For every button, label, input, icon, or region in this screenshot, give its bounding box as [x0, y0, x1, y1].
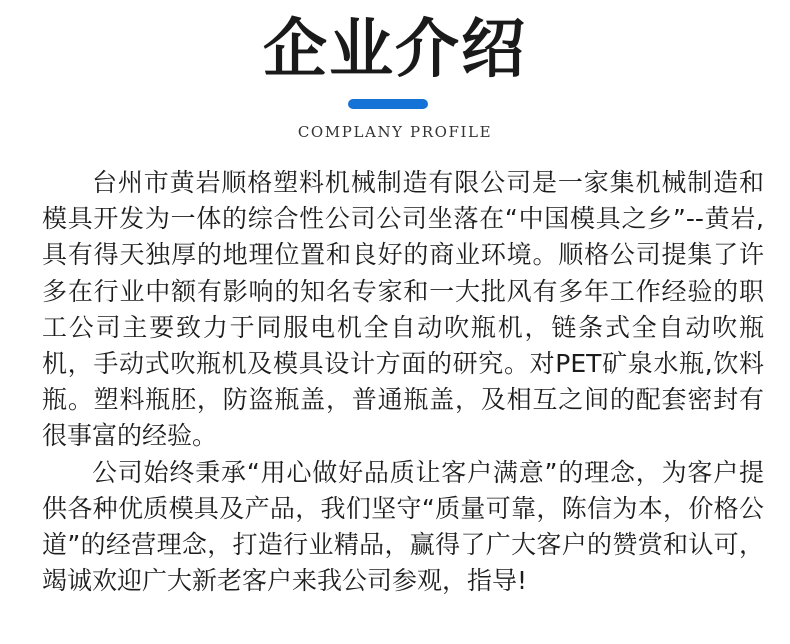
paragraph-philosophy: 公司始终秉承“用心做好品质让客户满意”的理念，为客户提供各种优质模具及产品，我们坚守“质量可靠，陈信为本，价格公道”的经营理念，打造行业精品，赢得了广大客户的赞赏和认可，竭诚欢迎广大新老客户来我公司参观，指导!: [42, 457, 764, 596]
page-subtitle: COMPLANY PROFILE: [297, 123, 493, 141]
title-underline-bar: [348, 99, 428, 109]
profile-text: [42, 165, 764, 599]
page-title: 企业介绍: [263, 12, 527, 87]
paragraph-intro: 台州市黄岩顺格塑料机械制造有限公司是一家集机械制造和模具开发为一体的综合性公司公司坐落在“中国模具之乡”--黄岩,具有得天独厚的地理位置和良好的商业环境。顺格公司提集了许多在行业中额有影响的知名专家和一大批风有多年工作经验的职工公司主要致力于同服电机全自动吹瓶机，链条式全自动吹瓶机，手动式吹瓶机及模具设计方面的研究。对PET矿泉水瓶,饮料瓶。塑料瓶胚，防盗瓶盖，普通瓶盖，及相互之间的配套密封有很事富的经验。: [42, 168, 764, 451]
